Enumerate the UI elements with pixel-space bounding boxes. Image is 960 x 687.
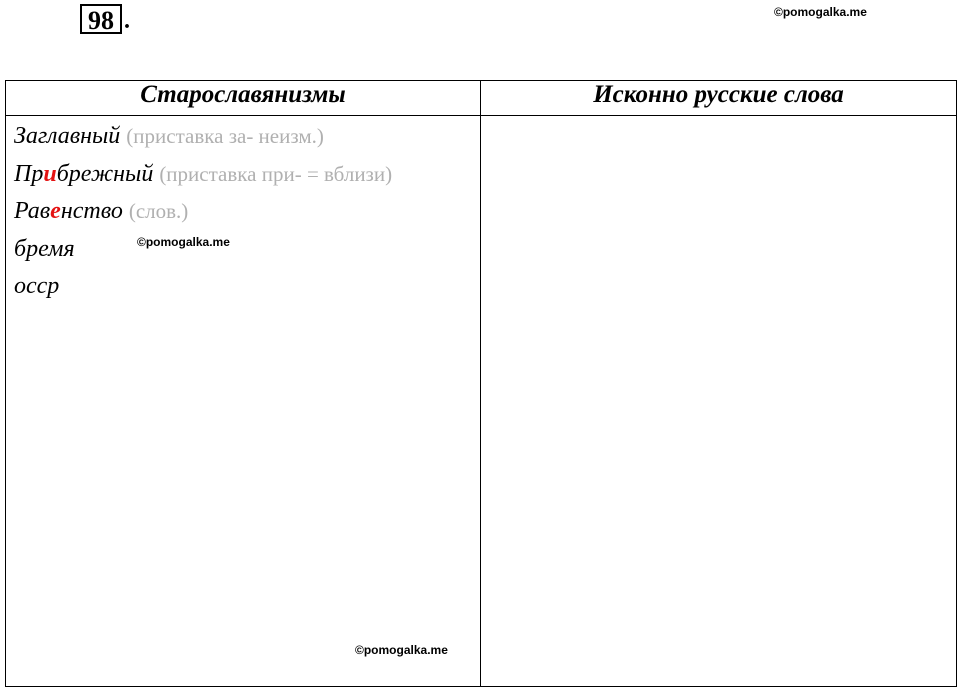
word — [14, 273, 59, 299]
word-part: нство — [60, 198, 123, 225]
word-part: бремя — [14, 235, 75, 262]
word-part: Рав — [14, 198, 51, 225]
watermark: ©pomogalka.me — [355, 643, 448, 657]
highlighted-letter: е — [50, 198, 61, 225]
header-native-russian: Исконно русские слова — [481, 81, 957, 116]
old-slavonic-list — [14, 118, 472, 306]
word-entry — [14, 193, 472, 231]
word-note — [126, 124, 324, 148]
exercise-number-dot: . — [124, 8, 130, 34]
old-slavonic-column — [6, 116, 481, 687]
word — [14, 198, 123, 224]
word-entry — [14, 156, 472, 194]
header-old-slavonic: Старославянизмы — [6, 81, 481, 116]
word-note — [129, 199, 188, 223]
word-part: брежный — [56, 160, 154, 187]
word — [14, 123, 120, 149]
word-entry — [14, 268, 472, 306]
word-part: З — [14, 123, 26, 149]
highlighted-letter: и — [43, 160, 57, 187]
note-part: (приставка за- неизм.) — [126, 124, 324, 148]
word-entry — [14, 118, 472, 156]
watermark: ©pomogalka.me — [137, 235, 230, 249]
watermark: ©pomogalka.me — [774, 5, 867, 19]
word-part: осср — [14, 273, 60, 300]
word-part: Пр — [14, 160, 44, 187]
word — [14, 236, 75, 262]
note-part: (приставка при- = вблизи) — [159, 161, 393, 186]
words-table — [5, 80, 957, 687]
exercise-number: 98 — [80, 4, 122, 34]
word — [14, 161, 153, 187]
word-note — [159, 162, 392, 186]
word-part: главный — [37, 123, 121, 149]
native-russian-column — [481, 116, 957, 687]
word-part: а — [25, 123, 38, 149]
note-part: (слов.) — [128, 199, 189, 224]
word-entry — [14, 231, 472, 269]
